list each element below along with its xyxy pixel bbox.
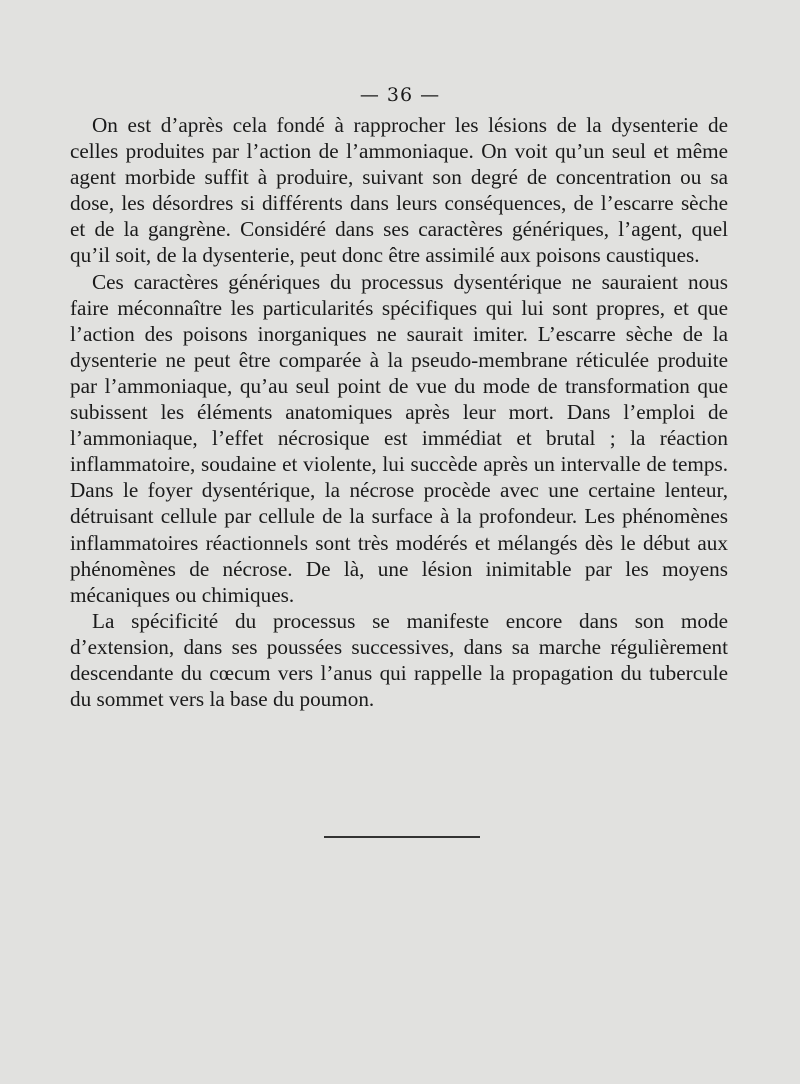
paragraph-3: La spécificité du processus se manifeste encore dans son mode d’extension, dans ses poussées successives, dans sa marche régulièrement descendante du cœcum vers l’anus qui rappelle la propagation du tubercule du sommet vers la base du poumon. — [70, 608, 728, 712]
paragraph-2: Ces caractères génériques du processus dysentérique ne sauraient nous faire méconnaître les particularités spécifiques qui lui sont propres, et que l’action des poisons inorganiques ne saurait imiter. L’escarre sèche de la dysenterie ne peut être comparée à la pseudo-membrane réticulée produite par l’ammoniaque, qu’au seul point de vue du mode de transformation que subissent les éléments anatomiques après leur mort. Dans l’emploi de l’ammoniaque, l’effet nécrosique est immédiat et brutal ; la réaction inflammatoire, soudaine et violente, lui succède après un intervalle de temps. Dans le foyer dysentérique, la nécrose procède avec une certaine lenteur, détruisant cellule par cellule de la surface à la profondeur. Les phénomènes inflammatoires réactionnels sont très modérés et mélangés dès le début aux phénomènes de nécrose. De là, une lésion inimitable par les moyens mécaniques ou chimiques. — [70, 269, 728, 607]
body-text — [70, 112, 728, 712]
paragraph-1: On est d’après cela fondé à rapprocher les lésions de la dysenterie de celles produites par l’action de l’ammoniaque. On voit qu’un seul et même agent morbide suffit à produire, suivant son degré de concentration ou sa dose, les désordres si différents dans leurs conséquences, de l’escarre sèche et de la gangrène. Considéré dans ses caractères génériques, l’agent, quel qu’il soit, de la dysenterie, peut donc être assimilé aux poisons caustiques. — [70, 113, 728, 268]
page-number: — 36 — — [359, 84, 441, 106]
section-end-rule — [324, 836, 480, 838]
